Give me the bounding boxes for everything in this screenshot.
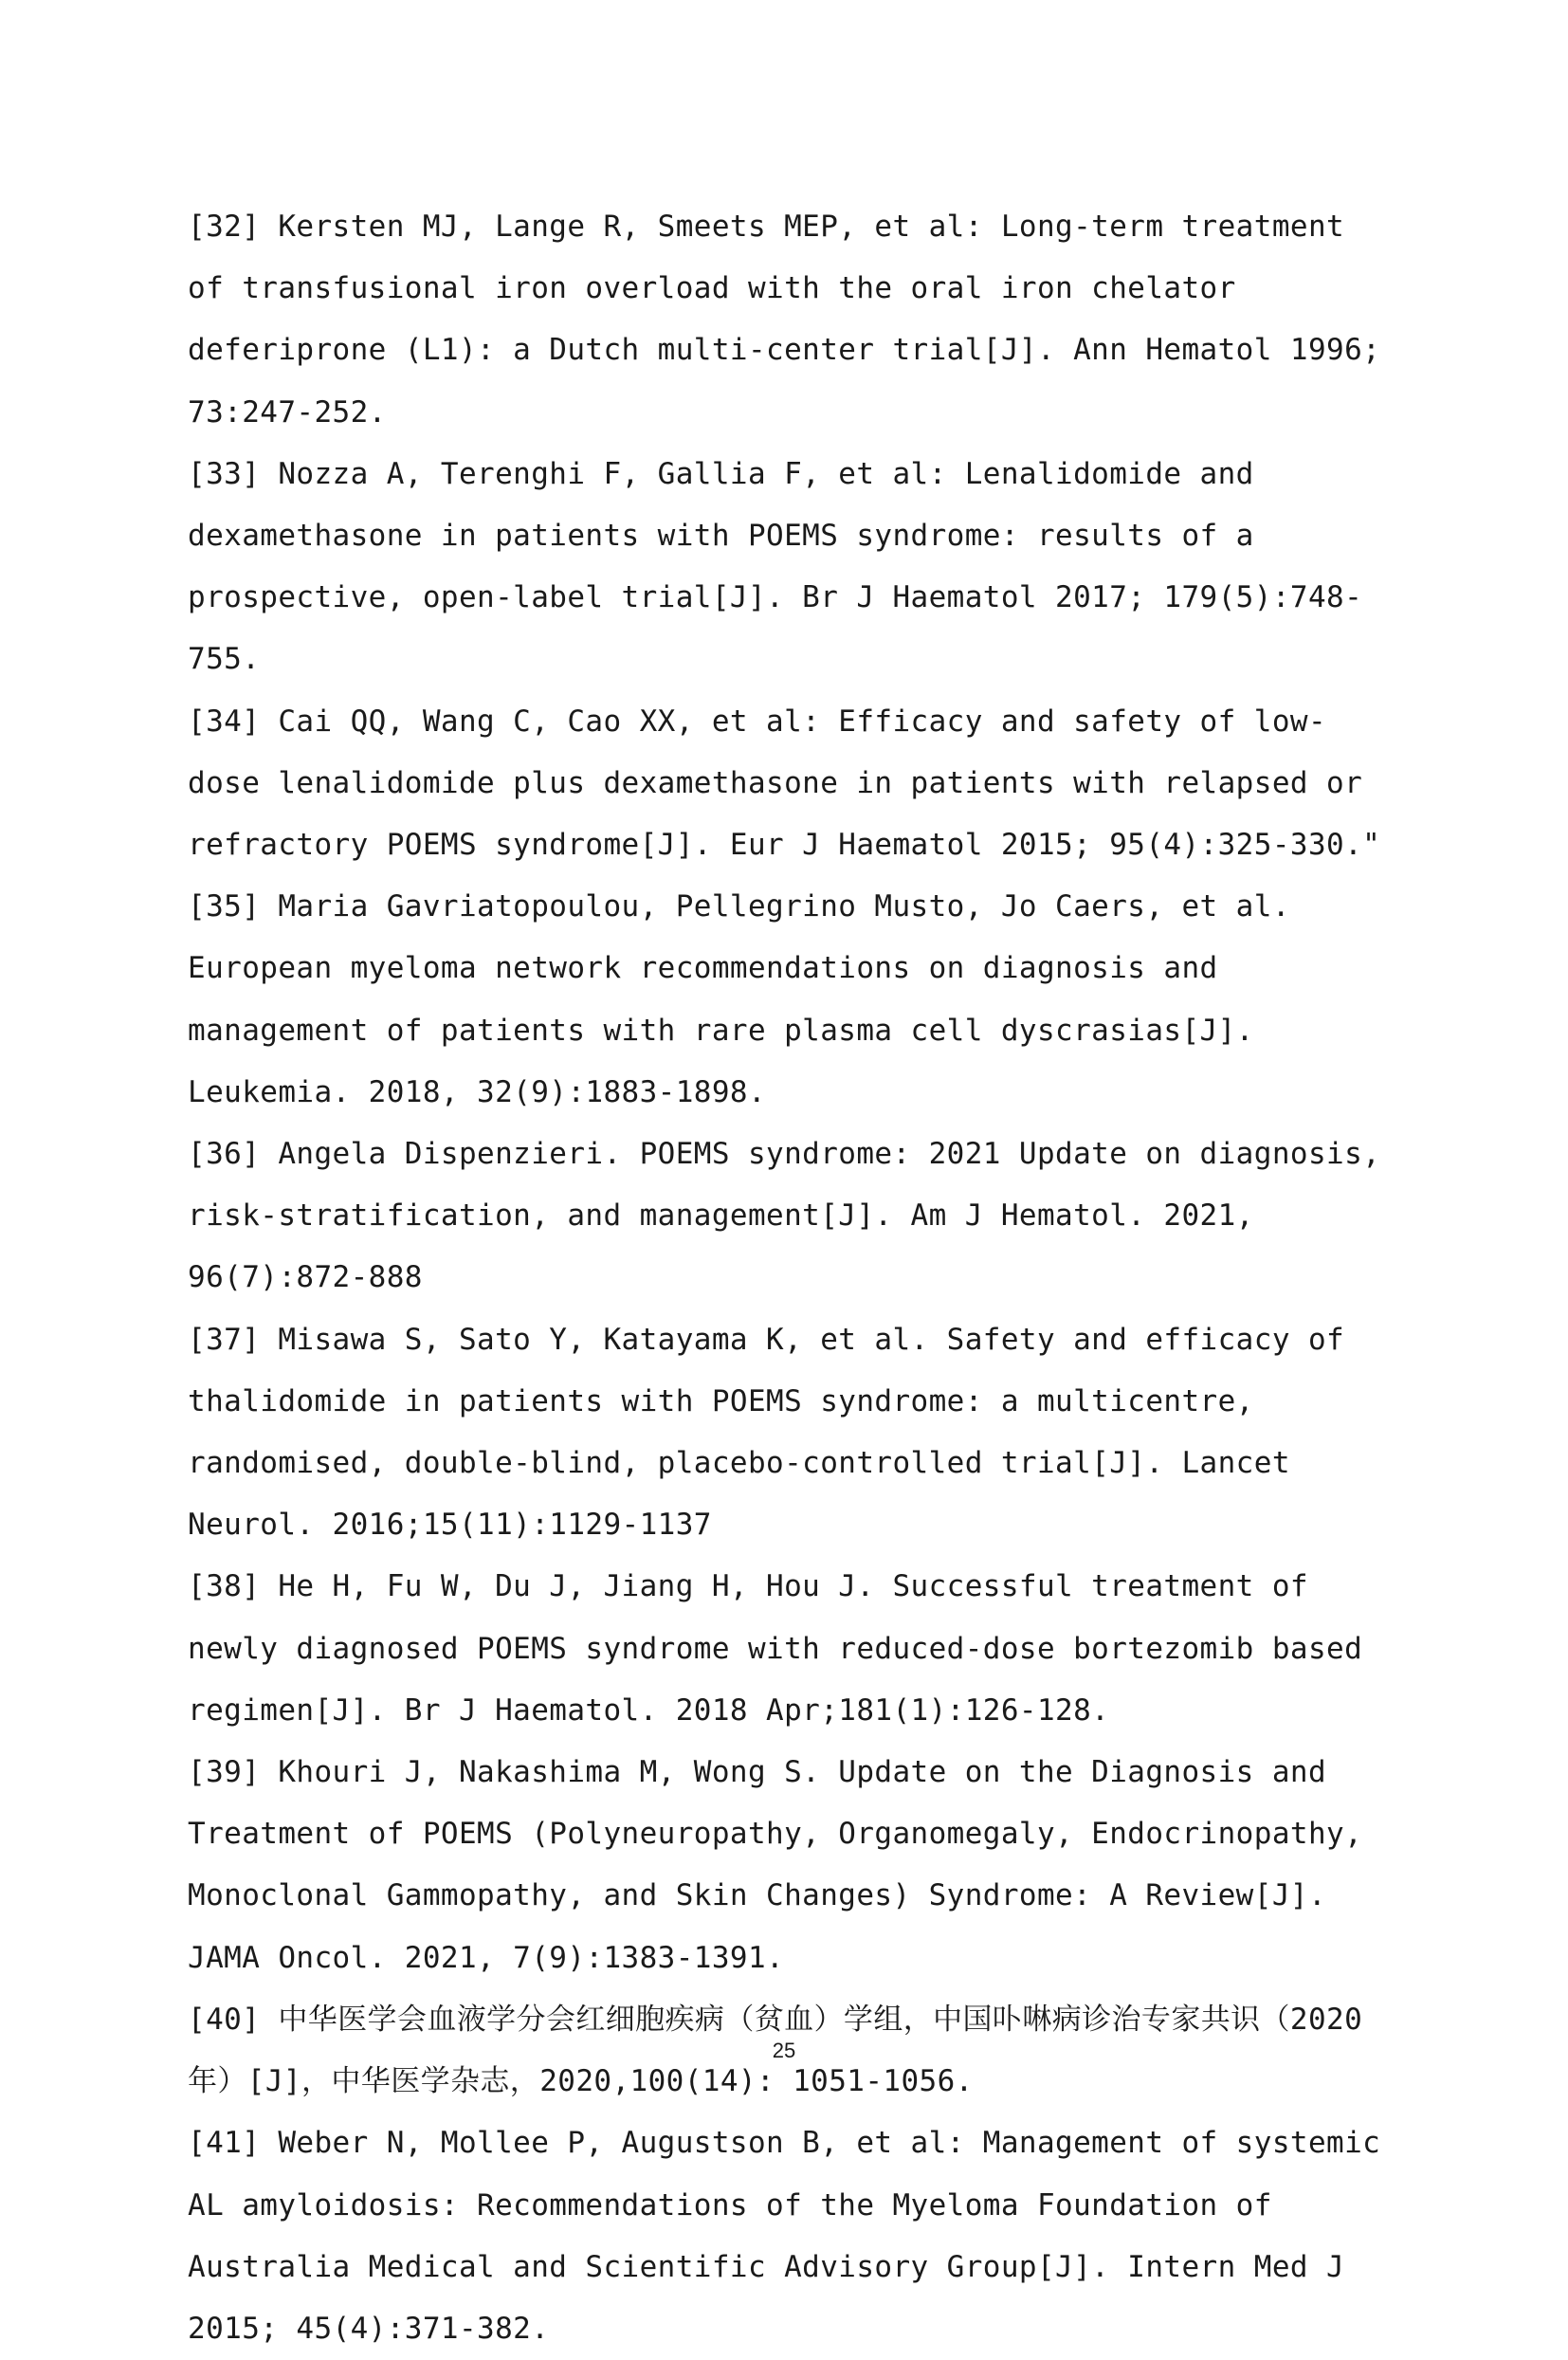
reference-35: [35] Maria Gavriatopoulou, Pellegrino Musto, Jo Caers, et al. European myeloma network recommendations on diagnosis and management of patients with rare plasma cell dyscrasias[J]. Leukemia. 2018, 32(9):1883-1898. bbox=[188, 889, 1290, 1109]
reference-38: [38] He H, Fu W, Du J, Jiang H, Hou J. Successful treatment of newly diagnosed POEMS syndrome with reduced-dose bortezomib based regimen[J]. Br J Haematol. 2018 Apr;181(1):126-128. bbox=[188, 1569, 1363, 1728]
reference-32: [32] Kersten MJ, Lange R, Smeets MEP, et al: Long-term treatment of transfusional iron overload with the oral iron chelator deferiprone (L1): a Dutch multi-center trial[J]. Ann Hematol 1996; 73:247-252. bbox=[188, 210, 1381, 430]
reference-37: [37] Misawa S, Sato Y, Katayama K, et al. Safety and efficacy of thalidomide in patients with POEMS syndrome: a multicentre, randomised, double-blind, placebo-controlled trial[J]. Lancet Neurol. 2016;15(11):1129-1137 bbox=[188, 1322, 1345, 1543]
reference-34: [34] Cai QQ, Wang C, Cao XX, et al: Efficacy and safety of low-dose lenalidomide plus dexamethasone in patients with relapsed or refractory POEMS syndrome[J]. Eur J Haematol 2015; 95(4):325-330." bbox=[188, 704, 1381, 863]
reference-36: [36] Angela Dispenzieri. POEMS syndrome: 2021 Update on diagnosis, risk-stratification, and management[J]. Am J Hematol. 2021, 96(7):872-888 bbox=[188, 1137, 1381, 1295]
reference-list bbox=[188, 196, 1392, 2360]
page-number: 25 bbox=[772, 2039, 796, 2062]
reference-41: [41] Weber N, Mollee P, Augustson B, et al: Management of systemic AL amyloidosis: Recommendations of the Myeloma Foundation of Australia Medical and Scientific Advisory Group[J]. Intern Med J 2015; 45(4):371-382. bbox=[188, 2126, 1381, 2346]
reference-39: [39] Khouri J, Nakashima M, Wong S. Update on the Diagnosis and Treatment of POEMS (Polyneuropathy, Organomegaly, Endocrinopathy, Monoclonal Gammopathy, and Skin Changes) Syndrome: A Review[J]. JAMA Oncol. 2021, 7(9):1383-1391. bbox=[188, 1755, 1363, 1975]
reference-40: [40] 中华医学会血液学分会红细胞疾病（贫血）学组，中国卟啉病诊治专家共识（2020年）[J]，中华医学杂志，2020,100(14): 1051-1056. bbox=[188, 2002, 1363, 2099]
reference-33: [33] Nozza A, Terenghi F, Gallia F, et al: Lenalidomide and dexamethasone in patients with POEMS syndrome: results of a prospective, open-label trial[J]. Br J Haematol 2017; 179(5):748-755. bbox=[188, 456, 1363, 677]
